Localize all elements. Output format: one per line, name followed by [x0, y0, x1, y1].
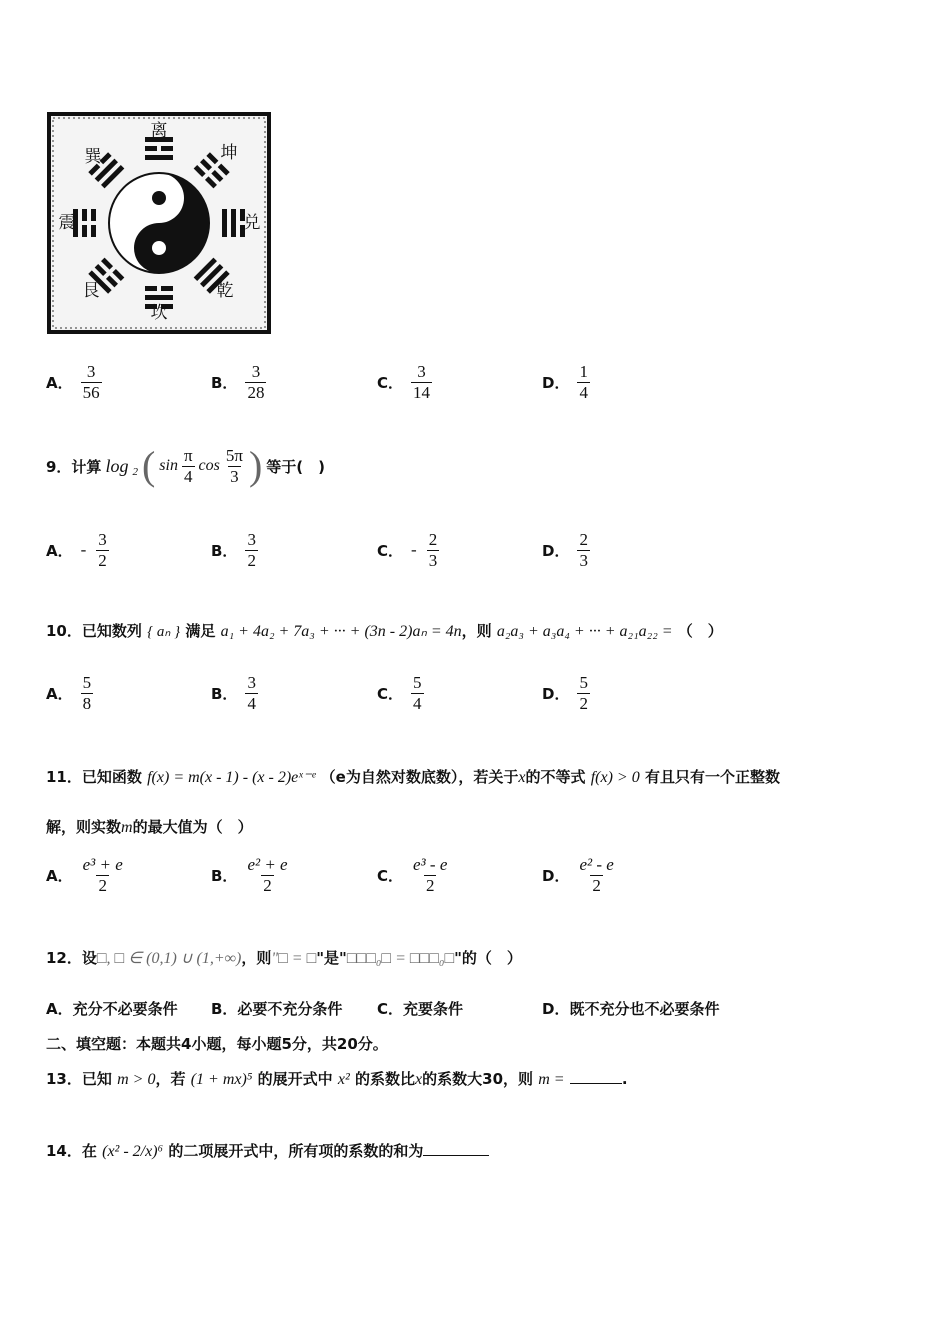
- q13-mid: 的展开式中: [257, 1070, 333, 1088]
- option-fraction: $\frac{\text{e² + e}}{2}$: [247, 855, 288, 895]
- option-fraction: $\frac{3}{28}$: [247, 362, 265, 402]
- q13-mid2: 的系数比: [355, 1070, 416, 1088]
- q11-function: f(x) = m(x - 1) - (x - 2)eˣ⁻ᵉ: [147, 769, 316, 786]
- q11-line2: 解，则实数: [46, 818, 122, 836]
- q11-line1-tail: 有且只有一个正整数: [644, 768, 780, 786]
- q11-option-d[interactable]: [542, 855, 616, 895]
- q12-tail: "的（ ）: [454, 949, 522, 967]
- q9-pi-over-4: $\frac{\pi}{4}$: [183, 446, 193, 486]
- q11-option-b[interactable]: [211, 855, 290, 895]
- option-label: C．: [377, 373, 404, 392]
- q9-log-base: 2: [132, 466, 138, 479]
- q8-option-c[interactable]: [377, 362, 432, 402]
- q13-end: .: [621, 1070, 628, 1088]
- option-fraction: $\frac{3}{56}$: [82, 362, 100, 402]
- q10-expression: a₂a₃ + a₃a₄ + ··· + a₂₁a₂₂ =: [496, 623, 673, 640]
- trigram-label-top: 离: [150, 121, 168, 141]
- q11-inequality: f(x) > 0: [590, 769, 640, 786]
- option-label: C．: [377, 684, 404, 703]
- q8-option-b[interactable]: [211, 362, 266, 402]
- option-fraction: $\frac{\text{e³ + e}}{2}$: [82, 855, 123, 895]
- question-9: [46, 443, 326, 489]
- q9-left-paren: (: [141, 443, 156, 489]
- option-label: D．: [542, 373, 570, 392]
- option-label: C．: [377, 541, 404, 560]
- q13-answer-blank[interactable]: [570, 1083, 622, 1084]
- q14-answer-blank[interactable]: [423, 1155, 489, 1156]
- q9-option-a[interactable]: [46, 530, 109, 570]
- option-label: B．: [211, 866, 238, 885]
- option-label: B．: [211, 373, 238, 392]
- q9-number: 9．计算: [46, 457, 102, 476]
- q13-expression: (1 + mx)⁵: [190, 1071, 253, 1088]
- q11-option-a[interactable]: [46, 855, 125, 895]
- option-fraction: $\frac{3}{14}$: [413, 362, 431, 402]
- option-fraction: $\frac{2}{3}$: [579, 530, 588, 570]
- q9-option-d[interactable]: [542, 530, 590, 570]
- question-13: [46, 1068, 628, 1089]
- q11-x: x: [518, 769, 526, 786]
- q11-mid: 的不等式: [525, 768, 586, 786]
- trigram-label-top-right: 坤: [220, 143, 238, 163]
- q12-p: "□ = □: [271, 950, 317, 967]
- option-fraction: $\frac{2}{3}$: [428, 530, 438, 570]
- q13-x-squared: x²: [337, 1071, 350, 1088]
- q9-cos: cos: [198, 457, 220, 475]
- q10-then: ，则: [461, 622, 492, 640]
- q8-option-d[interactable]: [542, 362, 590, 402]
- option-label: D．: [542, 684, 570, 703]
- q12-is: "是": [316, 949, 347, 967]
- q13-ruo: ，若: [155, 1070, 186, 1088]
- option-sign: -: [80, 540, 87, 560]
- q14-number: 14．在: [46, 1142, 97, 1160]
- option-fraction: $\frac{1}{4}$: [579, 362, 588, 402]
- option-fraction: $\frac{\text{e² - e}}{2}$: [579, 855, 614, 895]
- bagua-image: [47, 112, 271, 334]
- q9-option-b[interactable]: [211, 530, 258, 570]
- option-label: B．: [211, 541, 238, 560]
- option-fraction: $\frac{5}{4}$: [413, 673, 422, 713]
- option-label: A．: [46, 866, 73, 885]
- q12-then: ，则: [241, 949, 272, 967]
- q10-tail: （ ）: [677, 622, 723, 640]
- question-10: [46, 620, 723, 641]
- trigram-label-bottom-right: 乾: [216, 281, 234, 301]
- q9-right-paren: ): [248, 443, 263, 489]
- q9-5pi-over-3: $\frac{5\pi}{3}$: [225, 446, 243, 486]
- q10-option-b[interactable]: [211, 673, 258, 713]
- q13-condition: m > 0: [117, 1071, 156, 1088]
- q12-option-b[interactable]: B．必要不充分条件: [211, 1000, 343, 1018]
- q11-line2-tail: 的最大值为（ ）: [132, 818, 253, 836]
- q11-option-c[interactable]: [377, 855, 449, 895]
- option-sign: -: [411, 540, 417, 560]
- option-fraction: $\frac{5}{2}$: [579, 673, 588, 713]
- trigram-label-bottom: 坎: [150, 303, 168, 323]
- q13-number: 13．已知: [46, 1070, 112, 1088]
- q13-answer-variable: m =: [538, 1071, 565, 1088]
- q9-tail: 等于( ): [266, 457, 326, 476]
- option-fraction: $\frac{3}{2}$: [247, 530, 256, 570]
- option-label: A．: [46, 684, 73, 703]
- option-label: D．: [542, 866, 570, 885]
- option-fraction: $\frac{\text{e³ - e}}{2}$: [413, 855, 448, 895]
- question-11-line-1: [46, 766, 780, 787]
- q11-number: 11．已知函数: [46, 768, 142, 786]
- q11-paren: （e为自然对数底数），若关于: [320, 768, 519, 786]
- question-14: [46, 1140, 489, 1161]
- q10-option-d[interactable]: [542, 673, 590, 713]
- q12-option-d[interactable]: D．既不充分也不必要条件: [542, 1000, 720, 1018]
- q12-option-c[interactable]: C．充要条件: [377, 1000, 464, 1018]
- q10-option-c[interactable]: [377, 673, 424, 713]
- q10-option-a[interactable]: [46, 673, 93, 713]
- q8-option-a[interactable]: [46, 362, 102, 402]
- q12-option-a[interactable]: A．充分不必要条件: [46, 1000, 178, 1018]
- trigram-label-right: 兑: [243, 213, 261, 233]
- q10-condition: a₁ + 4a₂ + 7a₃ + ··· + (3n - 2)aₙ = 4n: [220, 623, 462, 640]
- q12-number: 12．设: [46, 949, 97, 967]
- q9-option-c[interactable]: [377, 530, 439, 570]
- q11-m: m: [121, 819, 133, 836]
- q12-condition: □, □ ∈ (0,1) ∪ (1,+∞): [96, 950, 242, 967]
- option-label: A．: [46, 373, 73, 392]
- question-11-line-2: [46, 816, 253, 837]
- bagua-figure: [47, 112, 271, 334]
- option-fraction: $\frac{5}{8}$: [82, 673, 92, 713]
- option-fraction: $\frac{3}{2}$: [98, 530, 107, 570]
- q13-x: x: [415, 1071, 423, 1088]
- q14-expression: (x² - 2/x)⁶: [102, 1143, 164, 1160]
- q13-mid3: 的系数大30，则: [422, 1070, 534, 1088]
- trigram-label-left: 震: [58, 213, 76, 233]
- trigram-label-bottom-left: 艮: [82, 281, 100, 301]
- option-label: A．: [46, 541, 73, 560]
- q9-log: log: [105, 455, 129, 476]
- option-label: D．: [542, 541, 570, 560]
- option-label: B．: [211, 684, 238, 703]
- q12-q: □□□₀□ = □□□₀□: [346, 950, 455, 967]
- question-12: [46, 947, 522, 968]
- option-label: C．: [377, 866, 404, 885]
- q14-tail: 的二项展开式中，所有项的系数的和为: [168, 1142, 424, 1160]
- option-fraction: $\frac{3}{4}$: [247, 673, 256, 713]
- trigram-label-top-left: 巽: [84, 147, 102, 167]
- q9-sin: sin: [159, 457, 178, 475]
- q10-sequence: { aₙ }: [147, 624, 181, 640]
- section-2-heading: 二、填空题：本题共4小题，每小题5分，共20分。: [46, 1035, 388, 1053]
- q10-mid: 满足: [185, 622, 216, 640]
- q10-number: 10．已知数列: [46, 622, 142, 640]
